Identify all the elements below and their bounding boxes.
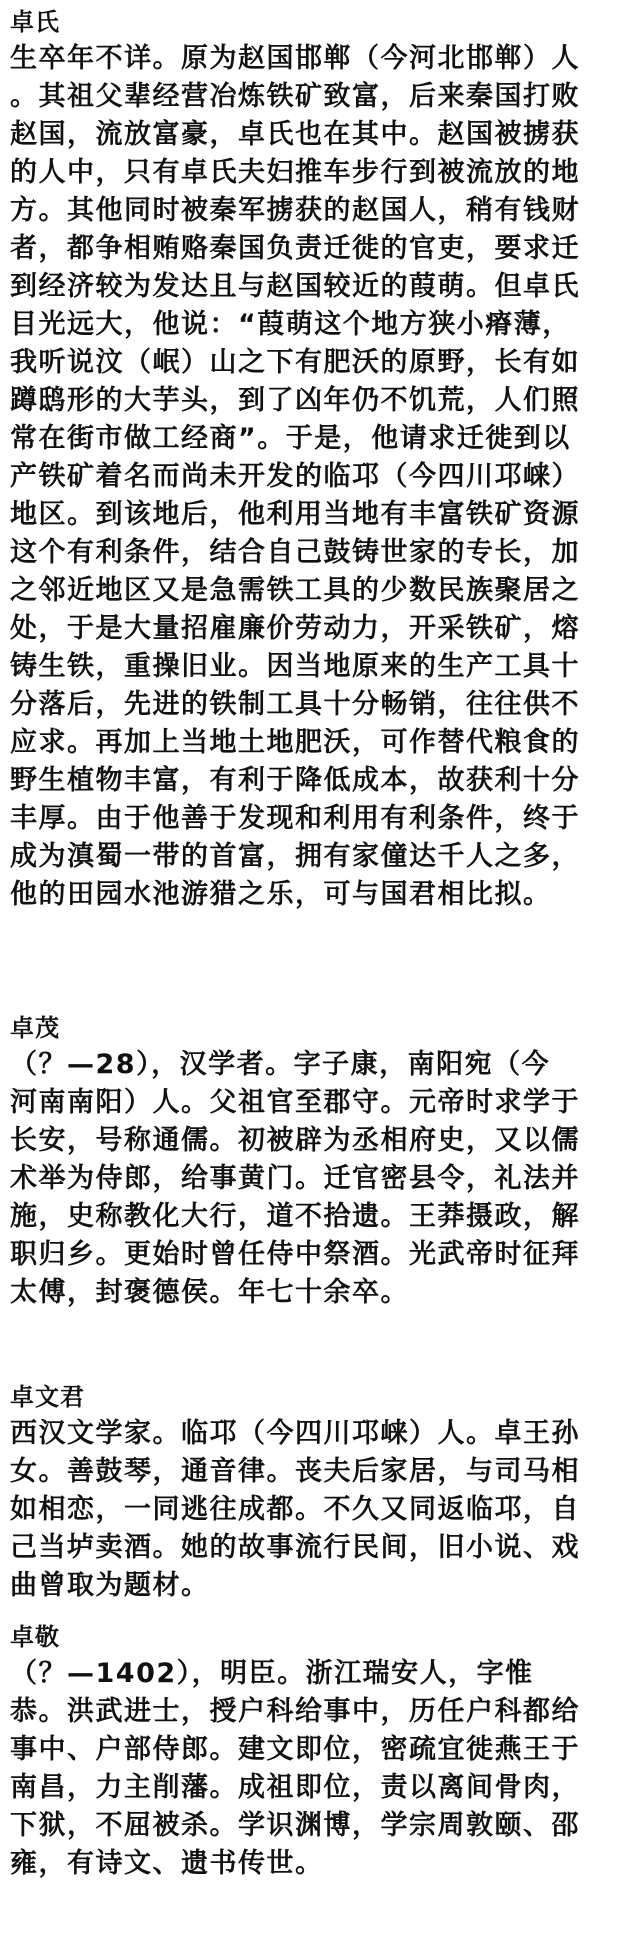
entry-zhuoshi	[10, 4, 620, 914]
text-line: 地区。到该地后，他利用当地有丰富铁矿资源	[10, 499, 580, 530]
text-line: 女。善鼓琴，通音律。丧夫后家居，与司马相	[10, 1456, 580, 1487]
text-line: 铸生铁，重操旧业。因当地原来的生产工具十	[10, 651, 580, 682]
text-line: 太傅，封褒德侯。年七十余卒。	[10, 1277, 409, 1308]
text-line: 野生植物丰富，有利于降低成本，故获利十分	[10, 765, 580, 796]
text-line: 西汉文学家。临邛（今四川邛崃）人。卓王孙	[10, 1418, 580, 1449]
text-line: 方。其他同时被秦军掳获的赵国人，稍有钱财	[10, 195, 580, 226]
text-line: 河南南阳）人。父祖官至郡守。元帝时求学于	[10, 1087, 580, 1118]
entry-title: 卓敬	[10, 1623, 60, 1651]
text-line: 到经济较为发达且与赵国较近的葭萌。但卓氏	[10, 271, 580, 302]
text-line: 施，史称教化大行，道不拾遗。王莽摄政，解	[10, 1201, 580, 1232]
text-line: 分落后，先进的铁制工具十分畅销，往往供不	[10, 689, 580, 720]
text-line: 南昌，力主削藩。成祖即位，责以离间骨肉，	[10, 1772, 580, 1803]
text-line: 这个有利条件，结合自己鼓铸世家的专长，加	[10, 537, 580, 568]
text-line: 成为滇蜀一带的首富，拥有家僮达千人之多，	[10, 841, 580, 872]
text-line: 赵国，流放富豪，卓氏也在其中。赵国被掳获	[10, 119, 580, 150]
text-line: （？—28），汉学者。字子康，南阳宛（今	[10, 1049, 551, 1080]
text-line: 术举为侍郎，给事黄门。迁官密县令，礼法并	[10, 1163, 580, 1194]
text-line: （？—1402），明臣。浙江瑞安人，字惟	[10, 1658, 534, 1689]
text-line: 己当垆卖酒。她的故事流行民间，旧小说、戏	[10, 1532, 580, 1563]
text-line: 丰厚。由于他善于发现和利用有利条件，终于	[10, 803, 580, 834]
text-line: 长安，号称通儒。初被辟为丞相府史，又以儒	[10, 1125, 580, 1156]
text-line: 雍，有诗文、遗书传世。	[10, 1848, 324, 1879]
text-line: 处，于是大量招雇廉价劳动力，开采铁矿，熔	[10, 613, 580, 644]
text-line: 职归乡。更始时曾任侍中祭酒。光武帝时征拜	[10, 1239, 580, 1270]
text-line: 应求。再加上当地土地肥沃，可作替代粮食的	[10, 727, 580, 758]
entry-title: 卓茂	[10, 1014, 60, 1042]
text-line: 目光远大，他说：“葭萌这个地方狭小瘠薄，	[10, 309, 571, 340]
text-line: 恭。洪武进士，授户科给事中，历任户科都给	[10, 1696, 580, 1727]
text-line: 蹲鸱形的大芋头，到了凶年仍不饥荒，人们照	[10, 385, 580, 416]
text-line: 。其祖父辈经营冶炼铁矿致富，后来秦国打败	[10, 81, 580, 112]
text-line: 生卒年不详。原为赵国邯郸（今河北邯郸）人	[10, 43, 580, 74]
entry-zhuowenjun	[10, 1379, 620, 1605]
text-line: 事中、户部侍郎。建文即位，密疏宜徙燕王于	[10, 1734, 580, 1765]
text-line: 如相恋，一同逃往成都。不久又同返临邛，自	[10, 1494, 580, 1525]
text-line: 我听说汶（岷）山之下有肥沃的原野，长有如	[10, 347, 580, 378]
text-line: 产铁矿着名而尚未开发的临邛（今四川邛崃）	[10, 461, 580, 492]
text-line: 曲曾取为题材。	[10, 1570, 210, 1601]
text-line: 的人中，只有卓氏夫妇推车步行到被流放的地	[10, 157, 580, 188]
entry-title: 卓氏	[10, 8, 60, 36]
text-line: 下狱，不屈被杀。学识渊博，学宗周敦颐、邵	[10, 1810, 580, 1841]
text-line: 者，都争相贿赂秦国负责迁徙的官吏，要求迁	[10, 233, 580, 264]
entry-zhuomao	[10, 1010, 620, 1312]
text-line: 常在街市做工经商”。于是，他请求迁徙到以	[10, 423, 571, 454]
text-line: 他的田园水池游猎之乐，可与国君相比拟。	[10, 879, 552, 910]
text-line: 之邻近地区又是急需铁工具的少数民族聚居之	[10, 575, 580, 606]
entry-zhuojing	[10, 1619, 620, 1883]
entry-title: 卓文君	[10, 1383, 85, 1411]
